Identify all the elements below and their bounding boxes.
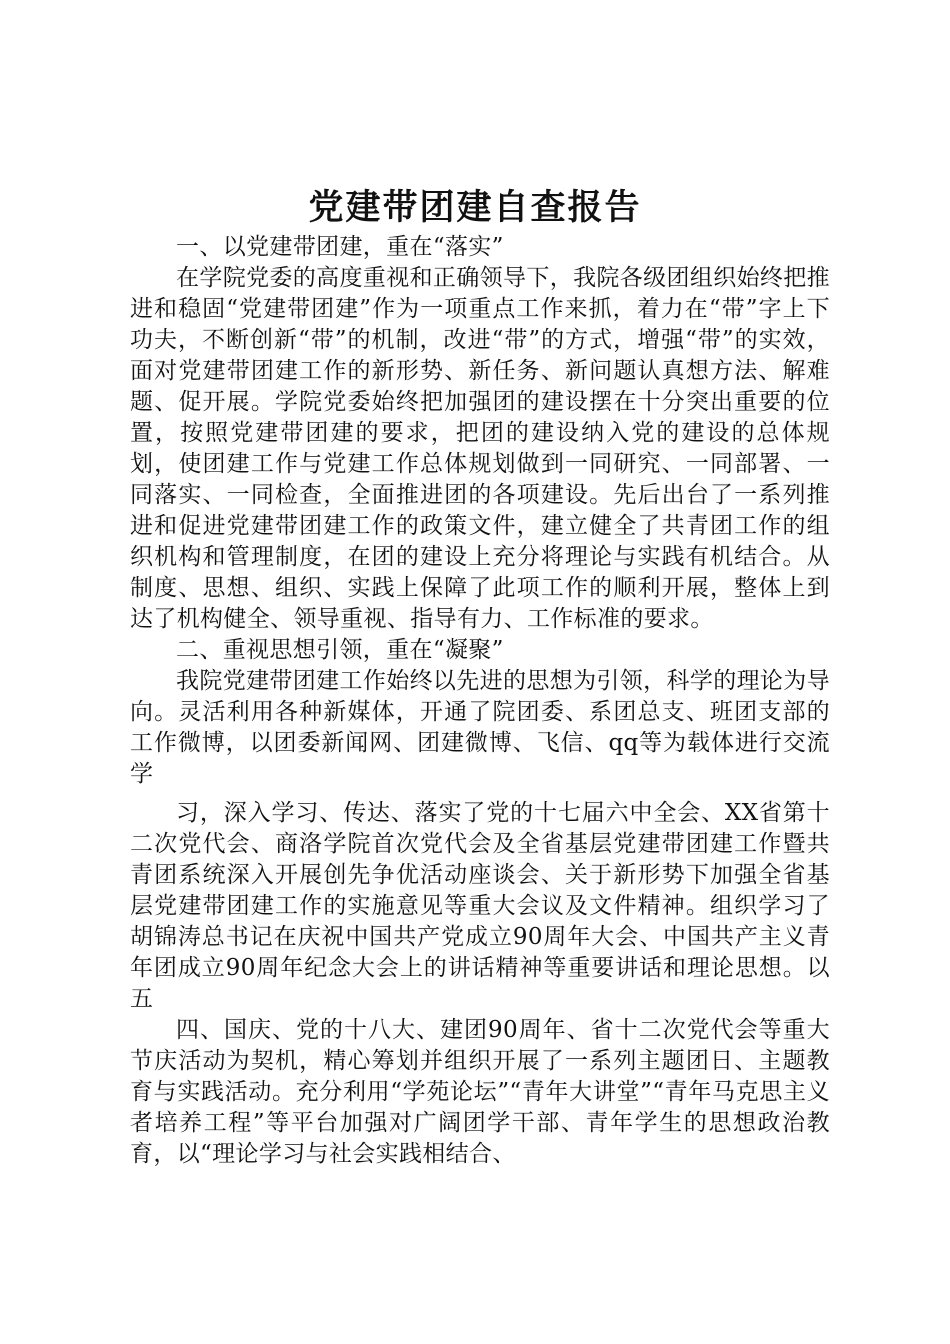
paragraph-2: 我院党建带团建工作始终以先进的思想为引领，科学的理论为导向。灵活利用各种新媒体，开通了院团委、系团总支、班团支部的工作微博，以团委新闻网、团建微博、飞信、qq等为载体进行交流学	[130, 668, 830, 787]
section-heading-1: 一、以党建带团建，重在“落实”	[176, 234, 504, 260]
section-heading-2: 二、重视思想引领，重在“凝聚”	[176, 637, 504, 663]
paragraph-3: 习，深入学习、传达、落实了党的十七届六中全会、XX省第十二次党代会、商洛学院首次党代会及全省基层党建带团建工作暨共青团系统深入开展创先争优活动座谈会、关于新形势下加强全省基层党建带团建工作的实施意见等重大会议及文件精神。组织学习了胡锦涛总书记在庆祝中国共产党成立90周年大会、中国共产主义青年团成立90周年纪念大会上的讲话精神等重要讲话和理论思想。以五	[130, 800, 830, 1012]
document-title: 党建带团建自查报告	[308, 187, 642, 228]
document-body	[130, 232, 830, 1170]
paragraph-4: 四、国庆、党的十八大、建团90周年、省十二次党代会等重大节庆活动为契机，精心筹划并组织开展了一系列主题团日、主题教育与实践活动。充分利用“学苑论坛”“青年大讲堂”“青年马克思主义者培养工程”等平台加强对广阔团学干部、青年学生的思想政治教育，以“理论学习与社会实践相结合、	[130, 1017, 830, 1167]
paragraph-1: 在学院党委的高度重视和正确领导下，我院各级团组织始终把推进和稳固“党建带团建”作为一项重点工作来抓，着力在“带”字上下功夫，不断创新“带”的机制，改进“带”的方式，增强“带”的实效，面对党建带团建工作的新形势、新任务、新问题认真想方法、解难题、促开展。学院党委始终把加强团的建设摆在十分突出重要的位置，按照党建带团建的要求，把团的建设纳入党的建设的总体规划，使团建工作与党建工作总体规划做到一同研究、一同部署、一同落实、一同检查，全面推进团的各项建设。先后出台了一系列推进和促进党建带团建工作的政策文件，建立健全了共青团工作的组织机构和管理制度，在团的建设上充分将理论与实践有机结合。从制度、思想、组织、实践上保障了此项工作的顺利开展，整体上到达了机构健全、领导重视、指导有力、工作标准的要求。	[130, 265, 830, 632]
